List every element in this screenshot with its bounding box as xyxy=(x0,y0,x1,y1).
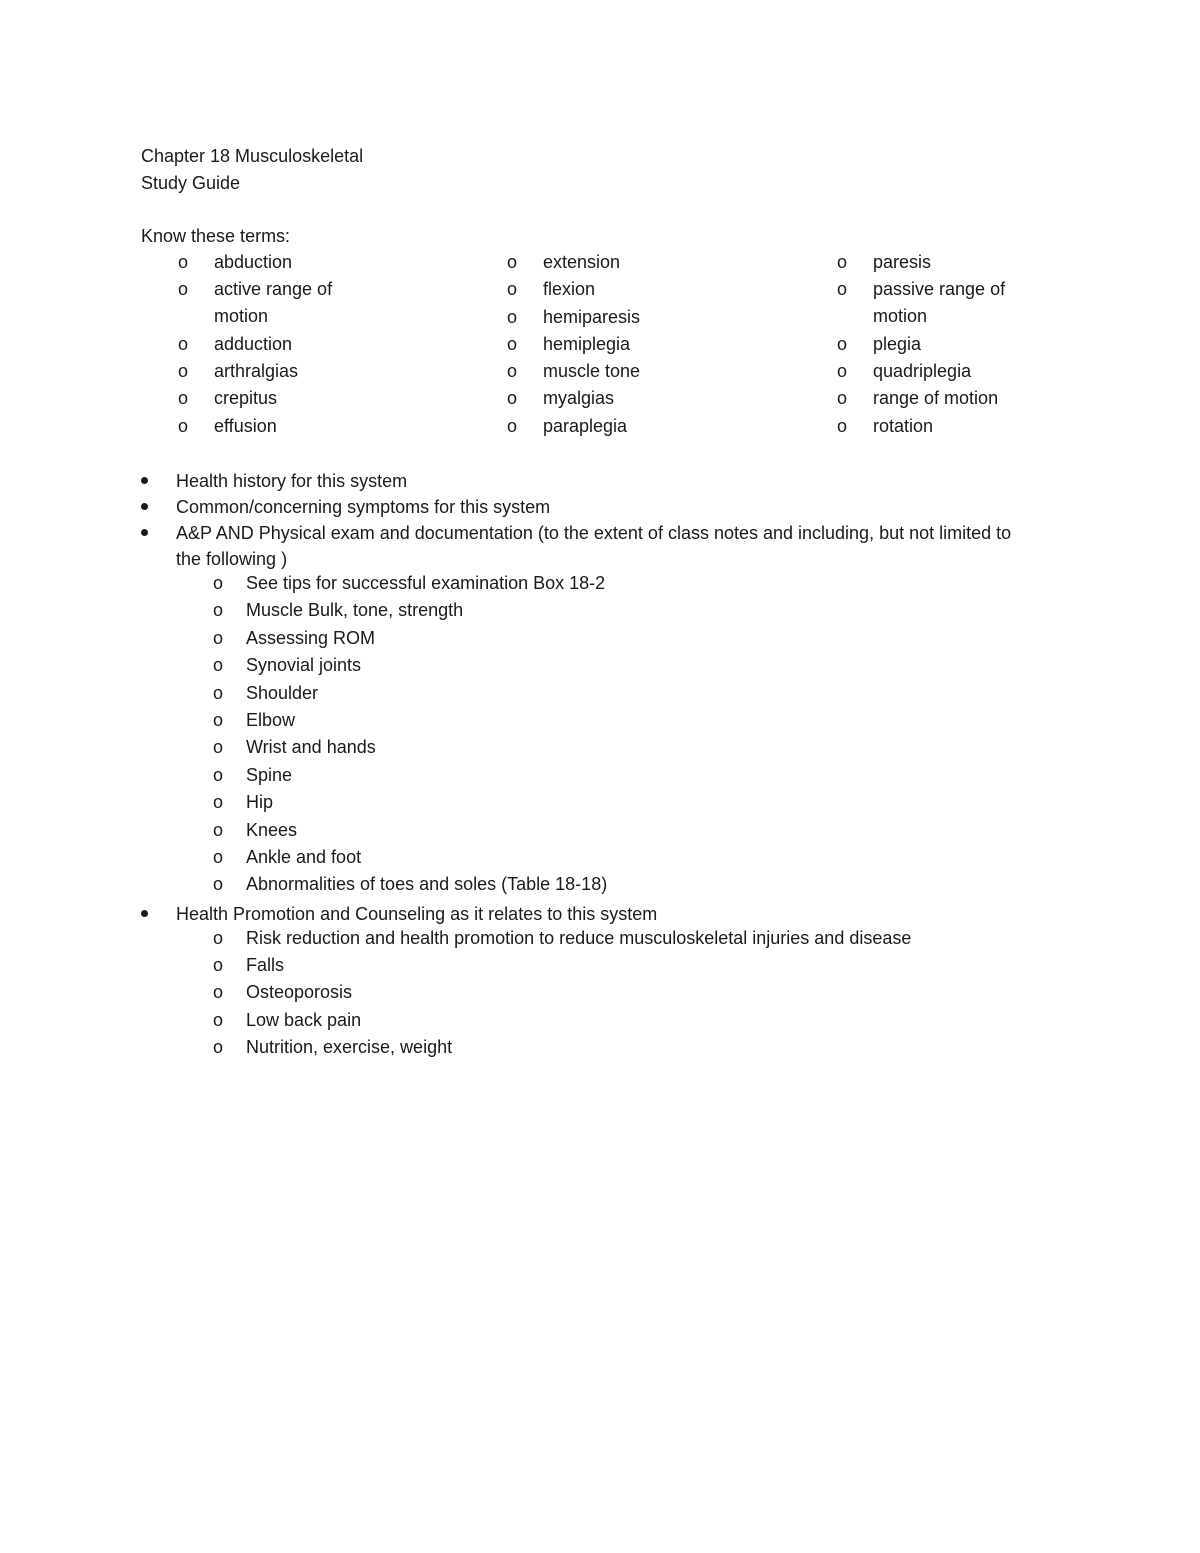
term-marker: o xyxy=(837,279,848,300)
term-marker: o xyxy=(178,415,189,436)
term-marker: o xyxy=(507,415,518,436)
subtopic-item xyxy=(213,709,1041,736)
term-text: paresis xyxy=(873,252,932,272)
subtopic-text: Ankle and foot xyxy=(246,846,362,867)
terms-column-3 xyxy=(837,251,1117,442)
subtopic-text: See tips for successful examination Box 18-2 xyxy=(246,573,606,593)
topic-item xyxy=(141,520,1041,572)
term-text: flexion xyxy=(543,279,596,300)
subtopic-text: Falls xyxy=(246,955,285,976)
term-item xyxy=(178,387,458,414)
term-marker: o xyxy=(837,361,848,382)
term-text: active range of motion xyxy=(214,279,333,327)
term-text: muscle tone xyxy=(543,361,641,382)
subtopic-item xyxy=(213,873,1041,900)
term-marker: o xyxy=(507,306,518,327)
subtopic-item xyxy=(213,599,1041,626)
term-text: abduction xyxy=(214,252,293,272)
subtopic-marker: o xyxy=(213,764,224,785)
term-item xyxy=(178,360,458,387)
subtopic-marker: o xyxy=(213,819,224,840)
subtopic-item xyxy=(213,682,1041,709)
topic-text: Common/concerning symptoms for this system xyxy=(176,497,551,517)
subtopic-item xyxy=(213,627,1041,654)
subtopic-marker: o xyxy=(213,1037,224,1058)
subtopic-item xyxy=(213,1009,1041,1036)
subtopic-marker: o xyxy=(213,955,224,976)
term-text: quadriplegia xyxy=(873,361,972,382)
subtopic-item xyxy=(213,954,1041,981)
term-text: adduction xyxy=(214,333,293,354)
term-item xyxy=(837,387,1117,414)
subtopic-text: Abnormalities of toes and soles (Table 18-18) xyxy=(246,874,608,895)
subtopic-text: Osteoporosis xyxy=(246,982,353,1003)
bullet-icon xyxy=(141,910,148,917)
subtopic-marker: o xyxy=(213,874,224,895)
terms-column-1 xyxy=(178,251,458,442)
subtopic-marker: o xyxy=(213,846,224,867)
term-item xyxy=(837,333,1117,360)
subtopic-item xyxy=(213,927,1041,954)
subtopic-item xyxy=(213,764,1041,791)
term-item xyxy=(507,278,787,305)
topic-text: Health history for this system xyxy=(176,471,408,491)
term-item xyxy=(507,333,787,360)
term-item xyxy=(178,333,458,360)
subtopic-marker: o xyxy=(213,709,224,730)
topics-list xyxy=(141,468,1041,1064)
subtopic-item xyxy=(213,846,1041,873)
subtopic-text: Low back pain xyxy=(246,1009,362,1030)
term-text: range of motion xyxy=(873,388,999,409)
term-item xyxy=(178,251,458,278)
subtopic-item xyxy=(213,819,1041,846)
topic-item xyxy=(141,468,1041,494)
subtopic-text: Shoulder xyxy=(246,682,319,703)
term-text: rotation xyxy=(873,415,934,436)
terms-intro: Know these terms: xyxy=(141,226,291,246)
term-item xyxy=(837,278,1117,333)
term-item xyxy=(837,251,1117,278)
subtopic-item xyxy=(213,981,1041,1008)
term-text: plegia xyxy=(873,333,922,354)
subtopic-marker: o xyxy=(213,737,224,758)
subtopic-text: Risk reduction and health promotion to reduce musculoskeletal injuries and disease xyxy=(246,927,912,948)
subtopic-marker: o xyxy=(213,682,224,703)
topic-item xyxy=(141,901,1041,927)
subtopic-marker: o xyxy=(213,655,224,676)
subtopic-marker: o xyxy=(213,982,224,1003)
term-text: effusion xyxy=(214,415,277,436)
term-marker: o xyxy=(837,252,848,272)
term-marker: o xyxy=(178,333,189,354)
subtopic-text: Nutrition, exercise, weight xyxy=(246,1037,453,1058)
subtopic-text: Muscle Bulk, tone, strength xyxy=(246,600,464,621)
subtopic-item xyxy=(213,572,1041,599)
term-text: hemiplegia xyxy=(543,333,631,354)
term-marker: o xyxy=(837,415,848,436)
bullet-icon xyxy=(141,529,148,536)
term-marker: o xyxy=(507,252,518,272)
subtopic-text: Wrist and hands xyxy=(246,737,376,758)
subtopic-item xyxy=(213,736,1041,763)
term-item xyxy=(507,360,787,387)
subtopic-marker: o xyxy=(213,573,224,593)
term-text: paraplegia xyxy=(543,415,628,436)
term-text: passive range of motion xyxy=(873,279,1006,327)
term-text: crepitus xyxy=(214,388,278,409)
term-item xyxy=(507,306,787,333)
subtopic-item xyxy=(213,654,1041,681)
term-text: extension xyxy=(543,252,621,272)
term-marker: o xyxy=(178,252,189,272)
subtopic-text: Spine xyxy=(246,764,293,785)
topic-text: A&P AND Physical exam and documentation (to the extent of class notes and including, but not limited to the following ) xyxy=(176,523,1012,569)
bullet-icon xyxy=(141,477,148,484)
subtopic-item xyxy=(213,791,1041,818)
term-marker: o xyxy=(837,333,848,354)
term-marker: o xyxy=(507,333,518,354)
document-title: Chapter 18 Musculoskeletal xyxy=(141,146,364,166)
subtopic-marker: o xyxy=(213,1009,224,1030)
term-marker: o xyxy=(507,361,518,382)
term-marker: o xyxy=(178,279,189,300)
document-subtitle: Study Guide xyxy=(141,173,241,193)
subtopic-text: Synovial joints xyxy=(246,655,362,676)
term-item xyxy=(507,415,787,442)
subtopic-marker: o xyxy=(213,927,224,948)
term-text: arthralgias xyxy=(214,361,299,382)
subtopic-text: Elbow xyxy=(246,709,296,730)
topic-item xyxy=(141,494,1041,520)
subtopic-item xyxy=(213,1036,1041,1063)
terms-column-2 xyxy=(507,251,787,442)
term-item xyxy=(837,360,1117,387)
subtopic-marker: o xyxy=(213,792,224,813)
term-text: myalgias xyxy=(543,388,615,409)
term-item xyxy=(507,251,787,278)
term-item xyxy=(507,387,787,414)
subtopic-marker: o xyxy=(213,627,224,648)
bullet-icon xyxy=(141,503,148,510)
term-marker: o xyxy=(837,388,848,409)
topic-text: Health Promotion and Counseling as it relates to this system xyxy=(176,903,658,924)
subtopic-marker: o xyxy=(213,600,224,621)
term-item xyxy=(178,278,458,333)
term-text: hemiparesis xyxy=(543,306,641,327)
term-item xyxy=(837,415,1117,442)
term-marker: o xyxy=(178,361,189,382)
subtopic-text: Assessing ROM xyxy=(246,627,376,648)
subtopic-text: Hip xyxy=(246,792,274,813)
term-marker: o xyxy=(507,388,518,409)
term-item xyxy=(178,415,458,442)
term-marker: o xyxy=(178,388,189,409)
subtopic-text: Knees xyxy=(246,819,298,840)
term-marker: o xyxy=(507,279,518,300)
